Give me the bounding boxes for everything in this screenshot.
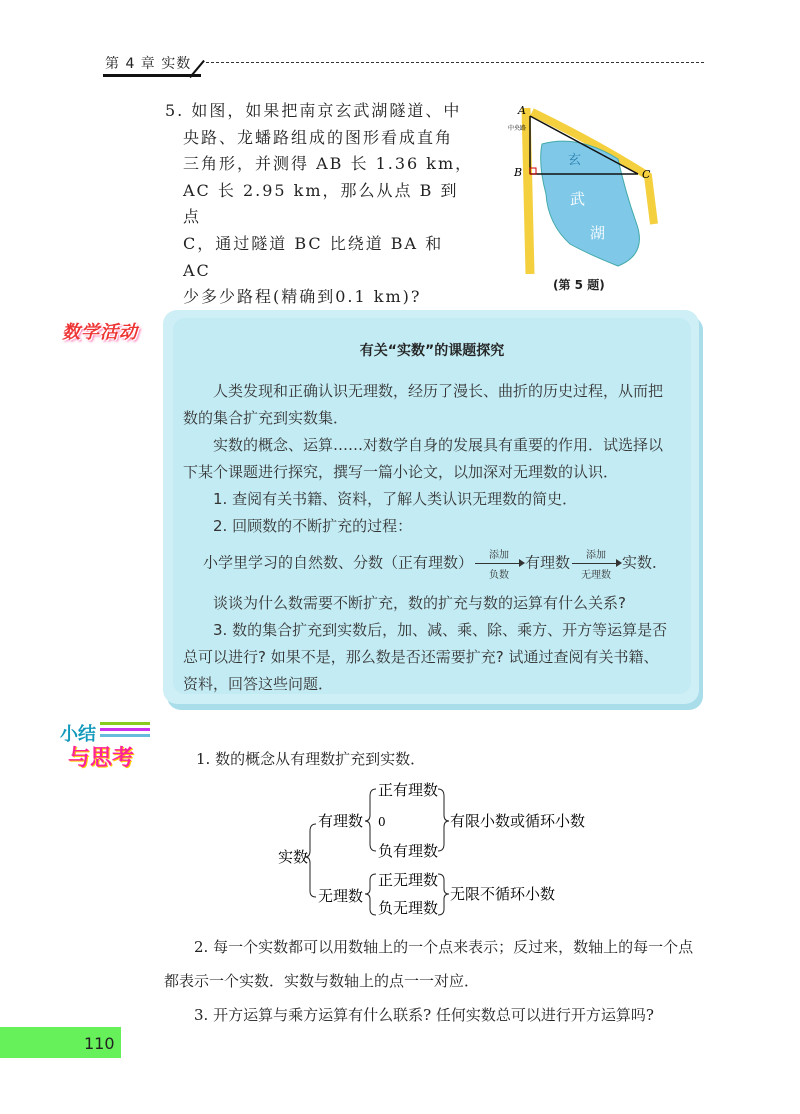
- activity-body-after: [183, 590, 673, 698]
- tree-rational-desc: 有限小数或循环小数: [450, 812, 586, 830]
- problem-5-line: 5. 如图，如果把南京玄武湖隧道、中: [165, 101, 462, 120]
- flow-start: 小学里学习的自然数、分数（正有理数）: [203, 553, 474, 572]
- activity-paragraph: 谈谈为什么数需要不断扩充，数的扩充与数的运算有什么关系?: [213, 594, 626, 612]
- xuanwu-lake-map: [508, 104, 658, 274]
- summary-item-3: 3. 开方运算与乘方运算有什么联系? 任何实数总可以进行开方运算吗?: [194, 1006, 654, 1024]
- arrow-2-top-label: 添加: [586, 550, 607, 561]
- road-label: 中央路: [508, 125, 527, 132]
- tree-root: 实数: [278, 848, 309, 866]
- arrow-1-bottom-label: 负数: [489, 570, 510, 581]
- flow-arrow-2: [572, 548, 620, 581]
- problem-5-line: 央路、龙蟠路组成的图形看成直角: [183, 127, 454, 147]
- point-c-label: C: [642, 168, 651, 181]
- activity-body: [183, 378, 673, 540]
- activity-item: 3. 数的集合扩充到实数后，加、减、乘、除、乘方、开方等运算是否总可以进行? 如果不是，那么数是否还需要扩充? 试通过查阅有关书籍、资料，回答这些问题．: [183, 621, 668, 693]
- rational-right-brace: [438, 789, 449, 851]
- header-dashed-rule: [206, 62, 704, 63]
- tree-rational: 有理数: [318, 812, 364, 830]
- page-number: 110: [84, 1034, 115, 1053]
- activity-title: 有关“实数”的课题探究: [359, 343, 505, 359]
- point-a-label: A: [518, 104, 526, 117]
- activity-paragraph: 人类发现和正确认识无理数，经历了漫长、曲折的历史过程，从而把数的集合扩充到实数集．: [183, 382, 664, 427]
- lake-char-2: 武: [570, 190, 586, 208]
- summary-badge-line1: 小结: [60, 724, 96, 745]
- tree-neg-irrational: 负无理数: [378, 899, 439, 917]
- number-extension-flow: [203, 548, 668, 581]
- problem-5-line: AC 长 2.95 km，那么从点 B 到点: [183, 180, 459, 227]
- chapter-header: 第 4 章 实数: [105, 56, 192, 72]
- tree-irrational-desc: 无限不循环小数: [450, 885, 556, 903]
- activity-badge: 数学活动: [62, 322, 138, 343]
- summary-badge-line2: 与思考: [68, 746, 135, 771]
- summary-items: [164, 930, 704, 1032]
- problem-5-line: 少多少路程(精确到0.1 km)?: [183, 287, 422, 307]
- irrational-brace: [365, 874, 376, 915]
- lake-char-3: 湖: [590, 224, 606, 242]
- summary-item-1: 1. 数的概念从有理数扩充到实数．: [196, 750, 426, 768]
- summary-badge-bars: [100, 720, 152, 740]
- problem-5-text: [165, 98, 475, 311]
- tree-neg-rational: 负有理数: [378, 842, 439, 860]
- flow-end: 实数．: [622, 553, 668, 572]
- lake-char-1: 玄: [568, 153, 582, 168]
- summary-item-2: 2. 每一个实数都可以用数轴上的一个点来表示；反过来，数轴上的每一个点都表示一个实数．实数与数轴上的点一一对应．: [164, 938, 694, 990]
- tree-pos-rational: 正有理数: [378, 781, 439, 799]
- irrational-right-brace: [438, 874, 449, 915]
- tree-irrational: 无理数: [318, 887, 364, 905]
- activity-item: 2. 回顾数的不断扩充的过程：: [213, 517, 413, 535]
- tree-zero: 0: [378, 815, 386, 829]
- arrow-2-bottom-label: 无理数: [581, 570, 612, 581]
- arrow-1-top-label: 添加: [489, 550, 510, 561]
- flow-middle: 有理数: [525, 553, 571, 572]
- figure-caption: (第 5 题): [553, 278, 605, 292]
- header-underline: [103, 74, 201, 77]
- tree-pos-irrational: 正无理数: [378, 871, 439, 889]
- activity-item: 1. 查阅有关书籍、资料，了解人类认识无理数的简史．: [213, 490, 578, 508]
- point-b-label: B: [514, 166, 523, 179]
- flow-arrow-1: [475, 548, 523, 581]
- problem-5-line: 三角形，并测得 AB 长 1.36 km，: [183, 154, 474, 174]
- activity-paragraph: 实数的概念、运算……对数学自身的发展具有重要的作用．试选择以下某个课题进行探究，撰写一篇小论文，以加深对无理数的认识．: [183, 436, 664, 481]
- rational-brace: [365, 789, 376, 851]
- real-number-classification: [278, 779, 618, 919]
- problem-5-line: C，通过隧道 BC 比绕道 BA 和 AC: [183, 233, 444, 280]
